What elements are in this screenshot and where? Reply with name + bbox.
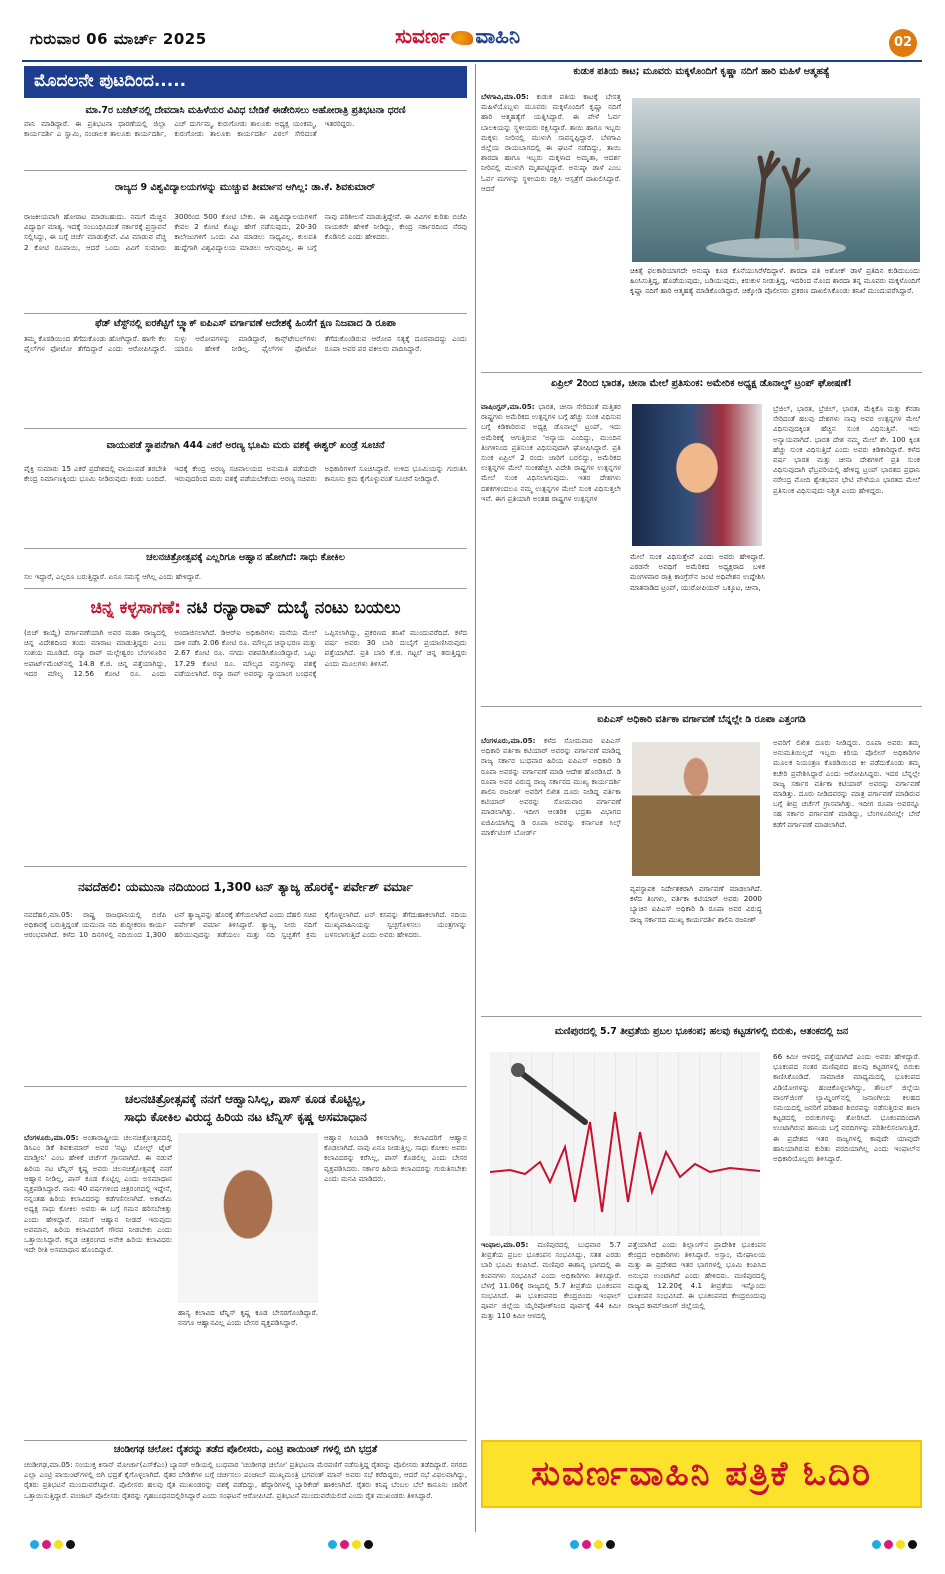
- divider: [24, 548, 467, 549]
- article-headline: ಮಾ.7ರ ಬಜೆಟ್‌ನಲ್ಲಿ ದೇವದಾಸಿ ಮಹಿಳೆಯರ ವಿವಿಧ ಬೇಡಿಕೆ ಈಡೇರಿಸಲು ಅಹೋರಾತ್ರಿ ಪ್ರತಿಭಟನಾ ಧರಣಿ: [85, 105, 406, 116]
- registration-marks: [328, 1540, 373, 1550]
- photo-caption: ವ್ಯವಸ್ಥಾಪಕ ನಿರ್ದೇಶಕರಾಗಿ ವರ್ಗಾವಣೆ ಮಾಡಲಾಗಿದೆ. ಕಳೆದ ತಿಂಗಳು, ವರ್ತಿಕಾ ಕಟಿಯಾರ್ ಅವರು 2000 ಬ್ಯಾಚಿನ ಐಪಿಎಸ್ ಅಧಿಕಾರಿ ಡಿ ರೂಪಾ ಅವರ ವಿರುದ್ಧ ರಾಜ್ಯ ಸರ್ಕಾರದ ಮುಖ್ಯ ಕಾರ್ಯದರ್ಶಿ ಶಾಲಿನಿ ರಜನೀಶ್: [630, 884, 762, 924]
- registration-marks: [30, 1540, 75, 1550]
- article-body: [481, 1240, 621, 1436]
- dateline: ಬೆಳಗಾವಿ,ಮಾ.05:: [481, 92, 529, 101]
- subscribe-promo[interactable]: ಸುವರ್ಣವಾಹಿನಿ ಪತ್ರಿಕೆ ಓದಿರಿ: [481, 1440, 922, 1508]
- photo-caption: ಹಾಸ್ಯ ಕಲಾವಿದ ಟೆನ್ನಿಸ್ ಕೃಷ್ಣ ಕೂಡ ಬೇಸರಗೊಂಡಿದ್ದಾರೆ. ನನಗೂ ಆಹ್ವಾನವಿಲ್ಲ ಎಂದು ಬೇಸರ ವ್ಯಕ್ತಪಡಿಸಿದ್ದಾರೆ.: [178, 1308, 318, 1328]
- article-body: ವೈಕ್ತಿ ಸುಮಾರು 15 ಎಕರೆ ಪ್ರದೇಶದಲ್ಲಿ ವಾಯುಪಡೆ ತರಬೇತಿ ಕೇಂದ್ರ ನಿರ್ಮಾಣಕ್ಕಿಂದು ಭೂಮಿ ನೀಡಿರುವುದು ಕಂಡು ಬಂದಿದೆ. ಇದಕ್ಕೆ ಕೇಂದ್ರ ಅರಣ್ಯ ಸಚಿವಾಲಯದ ಅನುಮತಿ ಪಡೆಯದೇ ಇರುವುದರಿಂದ ಮರು ವಶಕ್ಕೆ ಪಡೆಯಬೇಕೆಂದು ಅರಣ್ಯ ಸಚಿವರು ಅಧಿಕಾರಿಗಳಿಗೆ ಸೂಚಿಸಿದ್ದಾರೆ. ಉಳಿದ ಭೂಮಿಯನ್ನು ಗುರುತಿಸಿ ಕಾನೂನು ಕ್ರಮ ಕೈಗೊಳ್ಳುವಂತೆ ಸೂಚನೆ ನೀಡಿದ್ದಾರೆ.: [24, 464, 467, 484]
- article-text: ಭಾರತ, ಚೀನಾ ಸೇರಿದಂತೆ ಮತ್ತಿತರ ರಾಷ್ಟ್ರಗಳು ಅಮೆರಿಕದ ಉತ್ಪನ್ನಗಳ ಬಗ್ಗೆ ಹೆಚ್ಚು ಸುಂಕ ವಿಧಿಸುವ ಬಗ್ಗೆ ಕಿಡಿಕಾರಿರುವ ಅಧ್ಯಕ್ಷ ಡೊನಾಲ್ಡ್ ಟ್ರಂಪ್, ಇದು ಅಮೆರಿಕಕ್ಕೆ ಆಗುತ್ತಿರುವ 'ಅನ್ಯಾಯ ಎಂದಿದ್ದು, ಮುಂದಿನ ತಿಂಗಳಿನಿಂದ ಪ್ರತಿಸುಂಕ ವಿಧಿಸುವುದಾಗಿ ಘೋಷಿಸಿದ್ದಾರೆ. ಪ್ರತಿ ಸುಂಕ ಏಪ್ರಿಲ್ 2 ರಂದು ಜಾರಿಗೆ ಬರಲಿದ್ದು, ಅಮೆರಿಕದ ಉತ್ಪನ್ನಗಳ ಮೇಲೆ ಸುಂಕಹೆಚ್ಚಿಸಿ ವಿದೇಶಿ ರಾಷ್ಟ್ರಗಳ ಉತ್ಪನ್ನಗಳ ಮೇಲೆ ಸುಂಕ ವಿಧಿಸಲಾಗುವುದು. ಇತರ ದೇಶಗಳು ದಶಕಗಳಿಂದಲೂ ನಮ್ಮ ಉತ್ಪನ್ನಗಳ ಮೇಲೆ ಸುಂಕ ವಿಧಿಸುತ್ತಲೇ ಇವೆ. ಈಗ ಪ್ರತಿಯಾಗಿ ಅಂತಹ ರಾಷ್ಟ್ರಗಳ ಉತ್ಪನ್ನಗಳ: [481, 402, 621, 503]
- drowning-photo: [632, 98, 920, 262]
- divider: [24, 588, 467, 589]
- article-body: ತಮ್ಮ ಕೊಠಡಿಯಿಂದ ತೆಗೆದುಕೊಂಡು ಹೋಗಿದ್ದಾರೆ. ಹಾಗೇ ಕೆಲ ಫೈಲ್‌ಗಳ ಫೋಟೋ ತೆಗೆದಿದ್ದಾರೆ ಎಂದು ಆರೋಪಿಸಿದ್ದಾರೆ. ಸುಳ್ಳು ಆರೋಪಗಳನ್ನು ಮಾಡಿದ್ದಾರೆ, ಕಾನ್ಸ್‌ಟೇಬಲ್‌ಗಳು ಯಾರೂ ಹೇಳಿಕೆ ನೀಡಿಲ್ಲ. ಫೈಲ್‌ಗಳ ಫೋಟೋ ತೆಗೆದುಕೊಂಡಿರುವ ಆರೋಪ ಸತ್ಯಕ್ಕೆ ದೂರವಾದದ್ದು ಎಂದು ರೂಪಾ ಅವರ ಪರ ವಕೀಲರು ವಾದಿಸಿದ್ದಾರೆ.: [24, 334, 467, 354]
- article-headline: ಫೆಡ್ ಟೆಸ್ಟ್‌ನಲ್ಲಿ ಐರಕೆಟ್ಟಿಗೆ ಬ್ಲ್ಯಾಕ್ ಐಪಿಎಸ್ ವರ್ಗಾವಣೆ ಆದೇಶಕ್ಕೆ ಹಿಂಸೆಗೆ ಕ್ಷಣ ನಿಜವಾದ ಡಿ ರೂಪಾ: [95, 318, 396, 329]
- article-body: 66 ಕಿಮೀ ಆಳದಲ್ಲಿ ಪತ್ತೆಯಾಗಿದೆ ಎಂದು ಅವರು ಹೇಳಿದ್ದಾರೆ. ಭೂಕಂಪದ ನಂತರ ಮಣಿಪುರದ ಹಲವು ಕಟ್ಟಡಗಳಲ್ಲಿ ಬಿರುಕು ಕಾಣಿಸಿಕೊಂಡಿದೆ. ಸಾಮಾಜಿಕ ಮಾಧ್ಯಮದಲ್ಲಿ ಭೂಕಂಪದ ವಿಡಿಯೋಗಳನ್ನು ಹಂಚಿಕೊಳ್ಳಲಾಗಿದ್ದು, ತೌಬಲ್ ಜಿಲ್ಲೆಯ ವಾಂಗ್‌ಜಿಂಗ್ ಲ್ಯಾಮ್ಡಿಂಗ್‌ನಲ್ಲಿ ಜನಾಂಗೀಯ ಕಲಹದ ಸಮಯದಲ್ಲಿ ಜನರಿಗೆ ಪರಿಹಾರ ಶಿಬಿರವನ್ನು ನಡೆಸುತ್ತಿರುವ ಶಾಲಾ ಕಟ್ಟಡದಲ್ಲಿ ಬಿರುಕುಗಳನ್ನು ತೋರಿಸಿದೆ. ಭೂಕಂಪದಿಂದಾಗಿ ಉಂಟಾಗಿರುವ ಹಾನಿಯ ಬಗ್ಗೆ ವರದಿಗಳನ್ನು ಪರಿಶೀಲಿಸಲಾಗುತ್ತಿದೆ. ಈ ಪ್ರದೇಶದ ಇತರ ರಾಜ್ಯಗಳಲ್ಲಿ ಕಾವುದೇ ಯಾವುದೇ ಹಾನಿಯಾಗಿರುವ ಕುರಿತು ವರದಿಯಾಗಿಲ್ಲ ಎಂದು ಇಂಫಾಲ್‌ನ ಅಧಿಕಾರಿಯೊಬ್ಬರು ತಿಳಿಸಿದ್ದಾರೆ.: [773, 1052, 920, 1164]
- article-headline: ಮಣಿಪುರದಲ್ಲಿ 5.7 ತೀವ್ರತೆಯ ಪ್ರಬಲ ಭೂಕಂಪ; ಹಲವು ಕಟ್ಟಡಗಳಲ್ಲಿ ಬಿರುಕು, ಆತಂಕದಲ್ಲಿ ಜನ: [554, 1026, 849, 1037]
- photo-caption: ಮೇಲೆ ಸುಂಕ ವಿಧಿಸುತ್ತೇವೆ ಎಂದು ಅವರು ಹೇಳಿದ್ದಾರೆ. ಎರಡನೇ ಅವಧಿಗೆ ಅಮೆರಿಕದ ಅಧ್ಯಕ್ಷರಾದ ಬಳಿಕ ಮಂಗಳವಾರ ರಾತ್ರಿ ಕಾಂಗ್ರೆಸ್‌ನ ಜಂಟಿ ಅಧಿವೇಶನ ಉದ್ದೇಶಿಸಿ ಮಾತನಾಡಿದ ಟ್ರಂಪ್, ಯುರೋಪಿಯನ್ ಒಕ್ಕೂಟ, ಚೀನಾ,: [630, 552, 765, 592]
- article-headline: ಚಂಡೀಗಢ ಚಲೋ: ರೈತರನ್ನು ತಡೆದ ಪೊಲೀಸರು, ಎಂಟ್ರಿ ಪಾಯಿಂಟ್ ಗಳಲ್ಲಿ ಬಿಗಿ ಭದ್ರತೆ: [113, 1444, 378, 1455]
- hands-in-water-icon: [632, 98, 920, 262]
- article-body: ಚಂಡೀಗಢ,ಮಾ.05: ಸಂಯುಕ್ತ ಕಿಸಾನ್ ಮೋರ್ಚಾ(ಎಸ್‌ಕೆಎಂ) ಬ್ಯಾನರ್ ಅಡಿಯಲ್ಲಿ ಬುಧವಾರ 'ಚಂಡೀಗಢ ಚಲೋ' ಪ್ರತಿಭಟನಾ ಮೆರವಣಿಗೆ ನಡೆಸುತ್ತಿದ್ದ ರೈತರನ್ನು ಪೊಲೀಸರು ತಡೆದಿದ್ದಾರೆ. ನಗರದ ಎಲ್ಲಾ ಎಂಟ್ರಿ ಪಾಯಿಂಟ್‌ಗಳಲ್ಲಿ ಬಿಗಿ ಭದ್ರತೆ ಕೈಗೊಳ್ಳಲಾಗಿದೆ. ರೈತರ ಬೇಡಿಕೆಗಳ ಬಗ್ಗೆ ಚರ್ಚಿಸಲು ಪಂಜಾಬ್ ಮುಖ್ಯಮಂತ್ರಿ ಭಗವಂತ್ ಮಾನ್ ಅವರು ಸಭೆ ಕರೆದಿದ್ದರು, ಆದರೆ ಸಭೆ ವಿಫಲವಾಗಿದ್ದು, ರೈತರು ಪ್ರತಿಭಟನೆ ಮುಂದುವರೆಸಿದ್ದಾರೆ. ಪೊಲೀಸರು ಹಲವು ರೈತ ಮುಖಂಡರನ್ನು ವಶಕ್ಕೆ ಪಡೆದಿದ್ದು, ಹೆದ್ದಾರಿಗಳಲ್ಲಿ ಬ್ಯಾರಿಕೇಡ್ ಹಾಕಲಾಗಿದೆ. ರೈತರು ಕನಿಷ್ಠ ಬೆಂಬಲ ಬೆಲೆ ಕಾನೂನು ಜಾರಿಗೆ ಒತ್ತಾಯಿಸುತ್ತಿದ್ದಾರೆ. ಪಂಜಾಬ್ ಪೊಲೀಸರು ರೈತರನ್ನು ಗೃಹಬಂಧನದಲ್ಲಿರಿಸಿದ್ದಾರೆ ಎಂದು ಸಂಘಟನೆ ಆರೋಪಿಸಿದೆ. ಪ್ರತಿಭಟನೆ ಮುಂದುವರೆಯಲಿದೆ ಎಂದು ರೈತ ಮುಖಂಡರು ತಿಳಿಸಿದ್ದಾರೆ.: [24, 1460, 467, 1500]
- article-headline: ನವದೆಹಲಿ: ಯಮುನಾ ನದಿಯಿಂದ 1,300 ಟನ್ ತ್ಯಾಜ್ಯ ಹೊರಕ್ಕೆ- ಪರ್ವೇಶ್ ವರ್ಮಾ: [78, 880, 413, 894]
- article-body: ರಾಜಕೀಯವಾಗಿ ಹೋರಾಟ ಮಾಡಬಹುದು. ನಮಗೆ ಮೆಚ್ಚಿನ ವಿದ್ಯಾರ್ಥಿ ಮಾತ್ಯ. ಇದಕ್ಕೆ ಸಂಬಂಧಿಸಿದಂತೆ ಸರ್ಕಾರಕ್ಕೆ ಪ್ರಸ್ತಾವನೆ ಸಲ್ಲಿಸಿದ್ದು, ಈ ಬಗ್ಗೆ ಚರ್ಚೆ ಮಾಡುತ್ತೇವೆ. ವಿವಿ ಮಾಡುವ ವೆಚ್ಚ 2 ಕೋಟಿ ರೂಪಾಯಿ, ಆದರೆ ಒಂದು ವಿವಿಗೆ ಸುಮಾರು 300ರಿಂದ 500 ಕೋಟಿ ಬೇಕು. ಈ ವಿಶ್ವವಿದ್ಯಾಲಯಗಳಿಗೆ ಕೇವಲ 2 ಕೋಟಿ ಕೊಟ್ಟು ಹೇಗೆ ನಡೆಸುವುದು, 20-30 ಕಾಲೇಜುಗಳಿಗೆ ಒಂದು ವಿವಿ ಮಾಡಲು ಸಾಧ್ಯವಿಲ್ಲ. ಕುಲಪತಿ ಹುದ್ದೆಗಾಗಿ ವಿಶ್ವವಿದ್ಯಾಲಯ ಮಾಡಲು ಆಗುವುದಿಲ್ಲ. ಈ ಬಗ್ಗೆ ನಾವು ಪರಿಶೀಲನೆ ಮಾಡುತ್ತಿದ್ದೇವೆ. ಈ ವಿವಿಗಳ ಕುರಿತು ಬಿಜೆಪಿ ನಾಯಕರೇ ಹೇಳಿಕೆ ನೀಡಿದ್ದು, ಕೇಂದ್ರ ಸರ್ಕಾರದಿಂದ ನೆರವು ಕೊಡಿಸಲಿ ಎಂದು ಹೇಳಿದರು.: [24, 212, 467, 252]
- article-body: ಸಲ ಇದ್ದಾರೆ, ಎಲ್ಲರೂ ಬರುತ್ತಿದ್ದಾರೆ. ಏನೂ ಸಮಸ್ಯೆ ಆಗಿಲ್ಲ ಎಂದು ಹೇಳಿದ್ದಾರೆ.: [24, 572, 202, 581]
- divider: [24, 1086, 467, 1087]
- article-headline: ಐಪಿಎಸ್ ಅಧಿಕಾರಿ ವರ್ತಿಕಾ ವರ್ಗಾವಣೆ ಬೆನ್ನಲ್ಲೇ ಡಿ ರೂಪಾ ಎತ್ತಂಗಡಿ: [597, 714, 806, 725]
- article-body: [481, 402, 621, 674]
- divider: [24, 866, 467, 867]
- divider: [481, 706, 922, 707]
- newspaper-logo: [395, 24, 520, 49]
- registration-marks: [872, 1540, 917, 1550]
- brand-part-b: ವಾಹಿನಿ: [475, 24, 521, 48]
- column-divider: [475, 64, 476, 1532]
- article-headline: [24, 598, 467, 619]
- divider: [24, 428, 467, 429]
- seismic-wave-icon: [490, 1052, 760, 1236]
- header-rule: [22, 60, 922, 62]
- seismograph-photo: [490, 1052, 760, 1236]
- dateline: ಇಂಫಾಲ,ಮಾ.05:: [481, 1240, 529, 1249]
- masthead: [0, 0, 945, 62]
- article-headline: ರಾಜ್ಯದ 9 ವಿಶ್ವವಿದ್ಯಾಲಯಗಳನ್ನು ಮುಚ್ಚುವ ತೀರ್ಮಾನ ಆಗಿಲ್ಲ: ಡಾ.ಕೆ. ಶಿವಕುಮಾರ್: [114, 182, 376, 193]
- actor-photo: [178, 1133, 318, 1303]
- divider: [481, 1016, 922, 1017]
- article-headline: ವಾಯುಪಡೆ ಸ್ಥಾಪನೆಗಾಗಿ 444 ಎಕರೆ ಅರಣ್ಯ ಭೂಮಿ ಮರು ವಶಕ್ಕೆ ಈಶ್ವರ್ ಖಂಡ್ರೆ ಸೂಚನೆ: [106, 440, 385, 451]
- article-body: ಅವರಿಗೆ ಲಿಖಿತ ದೂರು ನೀಡಿದ್ದರು. ರೂಪಾ ಅವರು ತಮ್ಮ ಅನುಮತಿಯಿಲ್ಲದೆ ಇಬ್ಬರು ಕಿರಿಯ ಪೊಲೀಸ್ ಅಧಿಕಾರಿಗಳ ಮೂಲಕ ನಿಯಂತ್ರಣ ಕೊಠಡಿಯಿಂದ ಕೀ ಪಡೆದುಕೊಂಡು ತಮ್ಮ ಕಚೇರಿ ಪ್ರವೇಶಿಸಿದ್ದಾರೆ ಎಂದು ಆರೋಪಿಸಿದ್ದರು. ಇದರ ಬೆನ್ನಲ್ಲೇ ರಾಜ್ಯ ಸರ್ಕಾರ ವರ್ತಿಕಾ ಕಟಿಯಾರ್ ಅವರನ್ನು ವರ್ಗಾವಣೆ ಮಾಡಿತ್ತು. ದೂರು ನೀಡಿದವರನ್ನು ಮಾತ್ರ ವರ್ಗಾವಣೆ ಮಾಡಿರುವ ಬಗ್ಗೆ ತೀವ್ರ ಚರ್ಚೆಗೆ ಗ್ರಾಸವಾಗಿತ್ತು. ಇದೀಗ ರೂಪಾ ಅವರನ್ನೂ ಸಹ ಸರ್ಕಾರ ವರ್ಗಾವಣೆ ಮಾಡಿದ್ದು, ಬೆಂಗಳೂರಿನಲ್ಲೇ ಬೇರೆ ಕಡೆಗೆ ವರ್ಗಾವಣೆ ಮಾಡಲಾಗಿದೆ.: [773, 738, 920, 829]
- article-subheadline: ಸಾಧು ಕೋಕಿಲ ವಿರುದ್ಧ ಹಿರಿಯ ನಟ ಟೆನ್ನಿಸ್ ಕೃಷ್ಣ ಅಸಮಾಧಾನ: [124, 1110, 367, 1124]
- article-headline: ಕುಡುಕ ಪತಿಯ ಕಾಟ; ಮೂವರು ಮಕ್ಕಳೊಂದಿಗೆ ಕೃಷ್ಣಾ ನದಿಗೆ ಹಾರಿ ಮಹಿಳೆ ಆತ್ಮಹತ್ಯೆ: [573, 66, 830, 77]
- page-number: 02: [889, 29, 917, 57]
- article-text: ಕಳೆದ ಸೋಮವಾರ ಐಪಿಎಸ್ ಅಧಿಕಾರಿ ವರ್ತಿಕಾ ಕಟಿಯಾರ್ ಅವರನ್ನು ವರ್ಗಾವಣೆ ಮಾಡಿದ್ದ ರಾಜ್ಯ ಸರ್ಕಾರ ಬುಧವಾರ ಹಿರಿಯ ಐಪಿಎಸ್ ಅಧಿಕಾರಿ ಡಿ ರೂಪಾ ಅವರನ್ನು ವರ್ಗಾವಣೆ ಮಾಡಿ ಆದೇಶ ಹೊರಡಿಸಿದೆ. ಡಿ ರೂಪಾ ಅವರ ವಿರುದ್ಧ ರಾಜ್ಯ ಸರ್ಕಾರದ ಮುಖ್ಯ ಕಾರ್ಯದರ್ಶಿ ಶಾಲಿನಿ ರಜನೀಶ್ ಅವರಿಗೆ ಲಿಖಿತ ದೂರು ನೀಡಿದ್ದ ವರ್ತಿಕಾ ಕಟಿಯಾರ್ ಅವರನ್ನು ಸೋಮವಾರ ವರ್ಗಾವಣೆ ಮಾಡಲಾಗಿತ್ತು. ಇದೀಗ ಆಂತರಿಕ ಭದ್ರತಾ ವಿಭಾಗದ ಐಜಿಪಿಯಾಗಿದ್ದ ಡಿ ರೂಪಾ ಅವರನ್ನು ಕರ್ನಾಟಕ ಸಿಲ್ಕ್ ಮಾರ್ಕೆಟಿಂಗ್ ಬೋರ್ಡ್: [481, 736, 621, 837]
- article-body: (ಬಿಚ್ ಕಾಯ್ದೆ) ವರ್ಗಾವಣೆಯಾಗಿ ಅವರ ಮಹಾ ರಾಜ್ಯದಲ್ಲಿ ಚಿನ್ನ ವಿದೇಶದಿಂದ ತಂದು ಮಾರಾಟ ಮಾಡುತ್ತಿದ್ದರು ಎಂಬ ಸಂಶಯ ಮೂಡಿದೆ. ರನ್ಯಾ ರಾವ್ ಮಲ್ಲೇಶ್ವರಂ ಬೆಂಗಳೂರಿನ ಅಪಾರ್ಟ್‌ಮೆಂಟ್‌ನಲ್ಲಿ 14.8 ಕೆ.ಜಿ. ಚಿನ್ನ ಪತ್ತೆಯಾಗಿದ್ದು, ಇದರ ಮೌಲ್ಯ 12.56 ಕೋಟಿ ರೂ. ಎಂದು ಅಂದಾಜಿಸಲಾಗಿದೆ. ಡಿಆರ್‌ಐ ಅಧಿಕಾರಿಗಳು ಮನೆಯ ಮೇಲೆ ದಾಳಿ ನಡೆಸಿ 2.06 ಕೋಟಿ ರೂ. ಮೌಲ್ಯದ ಚಿನ್ನಾಭರಣ ಮತ್ತು 2.67 ಕೋಟಿ ರೂ. ನಗದು ವಶಪಡಿಸಿಕೊಂಡಿದ್ದಾರೆ. ಒಟ್ಟು 17.29 ಕೋಟಿ ರೂ. ಮೌಲ್ಯದ ವಸ್ತುಗಳನ್ನು ವಶಕ್ಕೆ ಪಡೆಯಲಾಗಿದೆ. ರನ್ಯಾ ರಾವ್ ಅವರನ್ನು ನ್ಯಾಯಾಂಗ ಬಂಧನಕ್ಕೆ ಒಪ್ಪಿಸಲಾಗಿದ್ದು, ಪ್ರಕರಣದ ತನಿಖೆ ಮುಂದುವರೆದಿದೆ. ಕಳೆದ ವರ್ಷ ಅವರು 30 ಬಾರಿ ದುಬೈಗೆ ಪ್ರಯಾಣಿಸಿರುವುದು ಪತ್ತೆಯಾಗಿದೆ. ಪ್ರತಿ ಬಾರಿ ಕೆ.ಜಿ. ಗಟ್ಟಲೆ ಚಿನ್ನ ತರುತ್ತಿದ್ದರು ಎಂದು ಮೂಲಗಳು ತಿಳಿಸಿವೆ.: [24, 628, 467, 678]
- dateline: ಬೆಂಗಳೂರು,ಮಾ.05:: [24, 1133, 79, 1142]
- headline-rest: ನಟಿ ರನ್ಯಾರಾವ್ ದುಬೈ ನಂಟು ಬಯಲು: [180, 598, 401, 618]
- dateline: ವಾಷಿಂಗ್ಟನ್,ಮಾ.05:: [481, 402, 535, 411]
- article-headline: ಏಪ್ರಿಲ್ 2ರಿಂದ ಭಾರತ, ಚೀನಾ ಮೇಲೆ ಪ್ರತಿಸುಂಕ: ಅಮೇರಿಕ ಅಧ್ಯಕ್ಷ ಡೊನಾಲ್ಡ್ ಟ್ರಂಪ್ ಘೋಷಣೆ!: [551, 378, 852, 389]
- brand-part-a: ಸುವರ್ಣ: [395, 24, 450, 48]
- article-body: [481, 92, 621, 336]
- bird-logo-icon: [451, 31, 473, 45]
- officer-photo: [632, 742, 760, 876]
- divider: [481, 372, 922, 373]
- article-text: ಮಣಿಪುರದಲ್ಲಿ ಬುಧವಾರ 5.7 ತೀವ್ರತೆಯ ಪ್ರಬಲ ಭೂಕಂಪನ ಸಂಭವಿಸಿದ್ದು, ಸತತ ಎರಡು ಬಾರಿ ಭೂಮಿ ಕಂಪಿಸಿದೆ. ಮಣಿಪುರ ಈಶಾನ್ಯ ಭಾಗದಲ್ಲಿ ಈ ಕಂಪನಗಳು ಸಂಭವಿಸಿವೆ ಎಂದು ಅಧಿಕಾರಿಗಳು ತಿಳಿಸಿದ್ದಾರೆ. ಬೆಳಗ್ಗೆ 11.06ಕ್ಕೆ ರಾಜ್ಯದಲ್ಲಿ 5.7 ತೀವ್ರತೆಯ ಭೂಕಂಪನ ಸಂಭವಿಸಿದೆ. ಈ ಭೂಕಂಪನದ ಕೇಂದ್ರಬಿಂದು ಇಂಫಾಲ್ ಪೂರ್ವ ಜಿಲ್ಲೆಯ ಯೈರಿಪೋಕ್‌ನಿಂದ ಪೂರ್ವಕ್ಕೆ 44 ಕಿಮೀ ಮತ್ತು 110 ಕಿಮೀ ಆಳದಲ್ಲಿ: [481, 1240, 621, 1321]
- photo-caption: ಚಿಕಿತ್ಸೆ ಫಲಕಾರಿಯಾಗದೇ ಅನುಷ್ಕಾ ಕೂಡ ಕೊನೆಯುಸಿರೆಳೆದಿದ್ದಾಳೆ. ಶಾರದಾ ಪತಿ ಅಶೋಕ್ ಡಾಳೆ ಪ್ರತಿದಿನ ಕುಡಿದುಬಂದು ಹಿಂಸಿಸುತ್ತಿದ್ದ, ಹೊಡೆಯುವುದು, ಬಡಿಯುವುದು, ಕಿರುಕುಳ ನೀಡುತ್ತಿದ್ದ, ಇದರಿಂದ ನೊಂದ ಶಾರದಾ ತನ್ನ ಮೂವರು ಮಕ್ಕಳೊಂದಿಗೆ ಕೃಷ್ಣಾ ನದಿಗೆ ಹಾರಿ ಆತ್ಮಹತ್ಯೆ ಮಾಡಿಕೊಂಡಿದ್ದಾರೆ. ಚಿಕ್ಕೋಡಿ ಪೊಲೀಸರು ಪ್ರಕರಣ ದಾಖಲಿಸಿಕೊಂಡು ತನಿಖೆ ಮುಂದುವರೆಸಿದ್ದಾರೆ.: [630, 266, 920, 296]
- article-headline: ಚಲನಚಿತ್ರೋತ್ಸವಕ್ಕೆ ಎಲ್ಲರಿಗೂ ಆಹ್ವಾನ ಹೋಗಿದೆ: ಸಾಧು ಕೋಕಿಲ: [146, 552, 345, 563]
- headline-highlight: ಚಿನ್ನ ಕಳ್ಳಸಾಗಣೆ:: [90, 598, 181, 618]
- article-text: ಕುಡುಕ ಪತಿಯ ಕಾಟಕ್ಕೆ ಬೇಸತ್ತ ಮಹಿಳೆಯೊಬ್ಬಳು ಮೂವರು ಮಕ್ಕಳೊಂದಿಗೆ ಕೃಷ್ಣಾ ನದಿಗೆ ಹಾರಿ ಆತ್ಮಹತ್ಯೆಗೆ ಯತ್ನಿಸಿದ್ದಾರೆ. ಈ ವೇಳೆ ಓರ್ವ ಬಾಲಕಿಯನ್ನು ಸ್ಥಳೀಯರು ರಕ್ಷಿಸಿದ್ದಾರೆ. ತಾಯಿ ಹಾಗೂ ಇಬ್ಬರು ಮಕ್ಕಳು ನೀರಿನಲ್ಲಿ ಮುಳುಗಿ ಸಾವನ್ನಪ್ಪಿದ್ದಾರೆ. ಬೆಳಗಾವಿ ಜಿಲ್ಲೆಯ ರಾಯಬಾಗದಲ್ಲಿ ಈ ಘಟನೆ ನಡೆದಿದ್ದು, ತಾಯಿ ಶಾರದಾ ಹಾಗೂ ಇಬ್ಬರು ಮಕ್ಕಳಾದ ಅಮೃತಾ, ಆದರ್ಶ ನೀರಿನಲ್ಲಿ ಮುಳುಗಿ ಮೃತಪಟ್ಟಿದ್ದಾರೆ. ಅನುಷ್ಕಾ ಡಾಳೆ ಎಂಬ ಓರ್ವ ಮಗಳನ್ನು ಸ್ಥಳೀಯರು ರಕ್ಷಿಸಿ ಆಸ್ಪತ್ರೆಗೆ ದಾಖಲಿಸಿದ್ದಾರೆ. ಆದರೆ: [481, 92, 621, 193]
- divider: [24, 313, 467, 314]
- divider: [24, 1440, 467, 1441]
- article-body: ನವದೆಹಲಿ,ಮಾ.05: ರಾಷ್ಟ್ರ ರಾಜಧಾನಿಯಲ್ಲಿ ಬಿಜೆಪಿ ಅಧಿಕಾರಕ್ಕೆ ಬರುತ್ತಿದ್ದಂತೆ ಯಮುನಾ ನದಿ ಶುದ್ಧೀಕರಣ ಕಾರ್ಯ ಆರಂಭವಾಗಿದೆ. ಕಳೆದ 10 ದಿನಗಳಲ್ಲಿ ನದಿಯಿಂದ 1,300 ಟನ್ ತ್ಯಾಜ್ಯವನ್ನು ಹೊರಕ್ಕೆ ತೆಗೆಯಲಾಗಿದೆ ಎಂದು ದೆಹಲಿ ಸಚಿವ ಪರ್ವೇಶ್ ವರ್ಮಾ ತಿಳಿಸಿದ್ದಾರೆ. ತ್ಯಾಜ್ಯ, ನೀರು ನದಿಗೆ ಹರಿಯುವುದನ್ನು ತಡೆಯಲು ಮತ್ತು ನದಿ ಸ್ವಚ್ಛತೆಗೆ ಕ್ರಮ ಕೈಗೊಳ್ಳಲಾಗಿದೆ. ಟನ್ ಕಸವನ್ನು ತೆಗೆದುಹಾಕಲಾಗಿದೆ. ನದಿಯ ಮುಖ್ಯವಾಹಿನಿಯನ್ನು ಸ್ವಚ್ಛಗೊಳಿಸಲು ಯಂತ್ರಗಳನ್ನು ಬಳಸಲಾಗುತ್ತಿದೆ ಎಂದು ಅವರು ಹೇಳಿದರು.: [24, 910, 467, 940]
- issue-date: ಗುರುವಾರ 06 ಮಾರ್ಚ್ 2025: [30, 30, 207, 48]
- article-headline: ಚಲನಚಿತ್ರೋತ್ಸವಕ್ಕೆ ನನಗೆ ಆಹ್ವಾನಿಸಿಲ್ಲ, ಪಾಸ್ ಕೂಡ ಕೊಟ್ಟಿಲ್ಲ,: [125, 1092, 366, 1106]
- trump-photo: [632, 404, 762, 546]
- article-body: [481, 736, 621, 1002]
- article-body: ಬ್ರೆಜಿಲ್, ಭಾರತ, ಬ್ರೆಜಿಲ್, ಭಾರತ, ಮೆಕ್ಸಿಕೊ ಮತ್ತು ಕೆನಡಾ ಸೇರಿದಂತೆ ಹಲವು ದೇಶಗಳು ನಾವು ಅವರ ಉತ್ಪನ್ನಗಳ ಮೇಲೆ ವಿಧಿಸುವುದಕ್ಕಿಂತ ಹೆಚ್ಚಿನ ಸುಂಕ ವಿಧಿಸುತ್ತಿವೆ. ಇದು ಅನ್ಯಾಯವಾಗಿದೆ. ಭಾರತ ದೇಶ ನಮ್ಮ ಮೇಲೆ ಶೇ. 100 ಕ್ಕಿಂತ ಹೆಚ್ಚು ಸುಂಕ ವಿಧಿಸುತ್ತಿದೆ ಎಂದು ಅವರು ಕಿಡಿಕಾರಿದ್ದಾರೆ. ಕಳೆದ ವರ್ಷ ಭಾರತ ಮತ್ತು ಚೀನಾ ದೇಶಗಳಿಗೆ ಪ್ರತಿ ಸುಂಕ ವಿಧಿಸುವುದಾಗಿ ಫೆಬ್ರವರಿಯಲ್ಲಿ ಹೇಳಿದ್ದ ಟ್ರಂಪ್ ಭಾರತದ ಪ್ರಧಾನಿ ನರೇಂದ್ರ ಮೋದಿ ಶ್ವೇತಭವನ ಭೇಟಿ ವೇಳೆಯೂ ಭಾರತದ ಮೇಲೆ ಪ್ರತಿಸುಂಕ ವಿಧಿಸುವುದು ನಿಶ್ಚಿತ ಎಂದು ಹೇಳಿದ್ದರು.: [773, 404, 920, 495]
- article-body: ಪತ್ತೆಯಾಗಿದೆ ಎಂದು ಶಿಲ್ಲಾಂಗ್‌ನ ಪ್ರಾದೇಶಿಕ ಭೂಕಂಪನ ಕೇಂದ್ರದ ಅಧಿಕಾರಿಗಳು ತಿಳಿಸಿದ್ದಾರೆ. ಅಸ್ಸಾಂ, ಮೇಘಾಲಯ ಮತ್ತು ಈ ಪ್ರದೇಶದ ಇತರ ಭಾಗಗಳಲ್ಲಿ ಭೂಮಿ ಕಂಪಿಸಿದ ಅನುಭವ ಉಂಟಾಗಿದೆ ಎಂದು ಹೇಳಿದರು. ಮಣಿಪುರದಲ್ಲಿ ಮಧ್ಯಾಹ್ನ 12.20ಕ್ಕೆ 4.1 ತೀವ್ರತೆಯ ಇನ್ನೊಂದು ಭೂಕಂಪನ ಸಂಭವಿಸಿದೆ. ಈ ಭೂಕಂಪನದ ಕೇಂದ್ರಬಿಂದುವು ರಾಜ್ಯದ ಕಾಮ್‌ಜಾಂಗ್ ಜಿಲ್ಲೆಯಲ್ಲಿ: [628, 1240, 766, 1311]
- section-banner: ಮೊದಲನೇ ಪುಟದಿಂದ.....: [24, 66, 467, 98]
- registration-marks: [570, 1540, 615, 1550]
- article-body: ವಾನಿ ಮಾಡಿದ್ದಾರೆ. ಈ ಪ್ರತಿಭಟನಾ ಧಾರಣೆಯಲ್ಲಿ ಜಿಲ್ಲಾ ಕಾರ್ಯದರ್ಶಿ ಎ ಸ್ವಾಮಿ, ಸಂಚಾಲಕ ತಾಲೂಕು ಕಾರ್ಯದರ್ಶಿ, ಎಚ್ ದುರ್ಗಮ್ಮ, ಕುರುಗೋಡು ತಾಲೂಕು ಅಧ್ಯಕ್ಷ ಯಂಕಮ್ಮ, ಕುರುಗೋಡು ತಾಲೂಕು ಕಾರ್ಯದರ್ಶಿ ವಿಠಲ್ ಸೇರಿದಂತೆ ಇತರರಿದ್ದರು.: [24, 119, 355, 139]
- article-body: ಆಹ್ವಾನ ಸಿಂಬಾಡಿ ಕಳಿಸಲಾಗಿಲ್ಲ. ಕಲಾವಿದರಿಗೆ ಆಹ್ವಾನ ಕೊಡಲಾಗಿದೆ. ನಾವು ಏನೂ ನೀಡುತ್ತಿಲ್ಲ. ಸಾಧು ಕೋಕಿಲ ಅವರು ಕಲಾವಿದರನ್ನು ಕರೆಸಿಲ್ಲ, ಪಾಸ್ ಕೊಡಲಿಲ್ಲ ಎಂದು ಬೇಸರ ವ್ಯಕ್ತಪಡಿಸಿದರು. ಸರ್ಕಾರ ಹಿರಿಯ ಕಲಾವಿದರನ್ನು ಗುರುತಿಸಬೇಕು ಎಂದು ಮನವಿ ಮಾಡಿದರು.: [324, 1133, 467, 1183]
- article-text: ಅಂತಾರಾಷ್ಟ್ರೀಯ ಚಲನಚಿತ್ರೋತ್ಸವದಲ್ಲಿ ಡಿಸಿಎಂ ಡಿಕೆ ಶಿವಕುಮಾರ್ ಅವರ 'ನಟ್ಟು ಬೋಲ್ಟ್ ಟೈಟ್ ಮಾಡ್ತೀನಿ' ಎಂಬ ಹೇಳಿಕೆ ಚರ್ಚೆಗೆ ಗ್ರಾಸವಾಗಿದೆ. ಈ ನಡುವೆ ಹಿರಿಯ ನಟ ಟೆನ್ನಿಸ್ ಕೃಷ್ಣ ಅವರು ಚಲನಚಿತ್ರೋತ್ಸವಕ್ಕೆ ನನಗೆ ಆಹ್ವಾನ ನೀಡಿಲ್ಲ, ಪಾಸ್ ಕೂಡ ಕೊಟ್ಟಿಲ್ಲ ಎಂದು ಅಸಮಾಧಾನ ವ್ಯಕ್ತಪಡಿಸಿದ್ದಾರೆ. ನಾನು 40 ವರ್ಷಗಳಿಂದ ಚಿತ್ರರಂಗದಲ್ಲಿ ಇದ್ದೇನೆ, ನನ್ನಂತಹ ಹಿರಿಯ ಕಲಾವಿದರನ್ನು ಕಡೆಗಣಿಸಲಾಗಿದೆ. ಅಕಾಡೆಮಿ ಅಧ್ಯಕ್ಷ ಸಾಧು ಕೋಕಿಲ ಅವರು ಈ ಬಗ್ಗೆ ಗಮನ ಹರಿಸಬೇಕಿತ್ತು ಎಂದು ಹೇಳಿದ್ದಾರೆ. ನಮಗೆ ಆಹ್ವಾನ ನೀಡದೆ ಇರುವುದು ಅವಮಾನ, ಹಿರಿಯ ಕಲಾವಿದರಿಗೆ ಗೌರವ ನೀಡಬೇಕು ಎಂದು ಒತ್ತಾಯಿಸಿದ್ದಾರೆ. ಕನ್ನಡ ಚಿತ್ರರಂಗದ ಅನೇಕ ಹಿರಿಯ ಕಲಾವಿದರು ಇದೇ ರೀತಿ ಅಸಮಾಧಾನ ಹೊಂದಿದ್ದಾರೆ.: [24, 1133, 172, 1255]
- article-body: [24, 1133, 172, 1437]
- divider: [24, 170, 467, 171]
- dateline: ಬೆಂಗಳೂರು,ಮಾ.05:: [481, 736, 536, 745]
